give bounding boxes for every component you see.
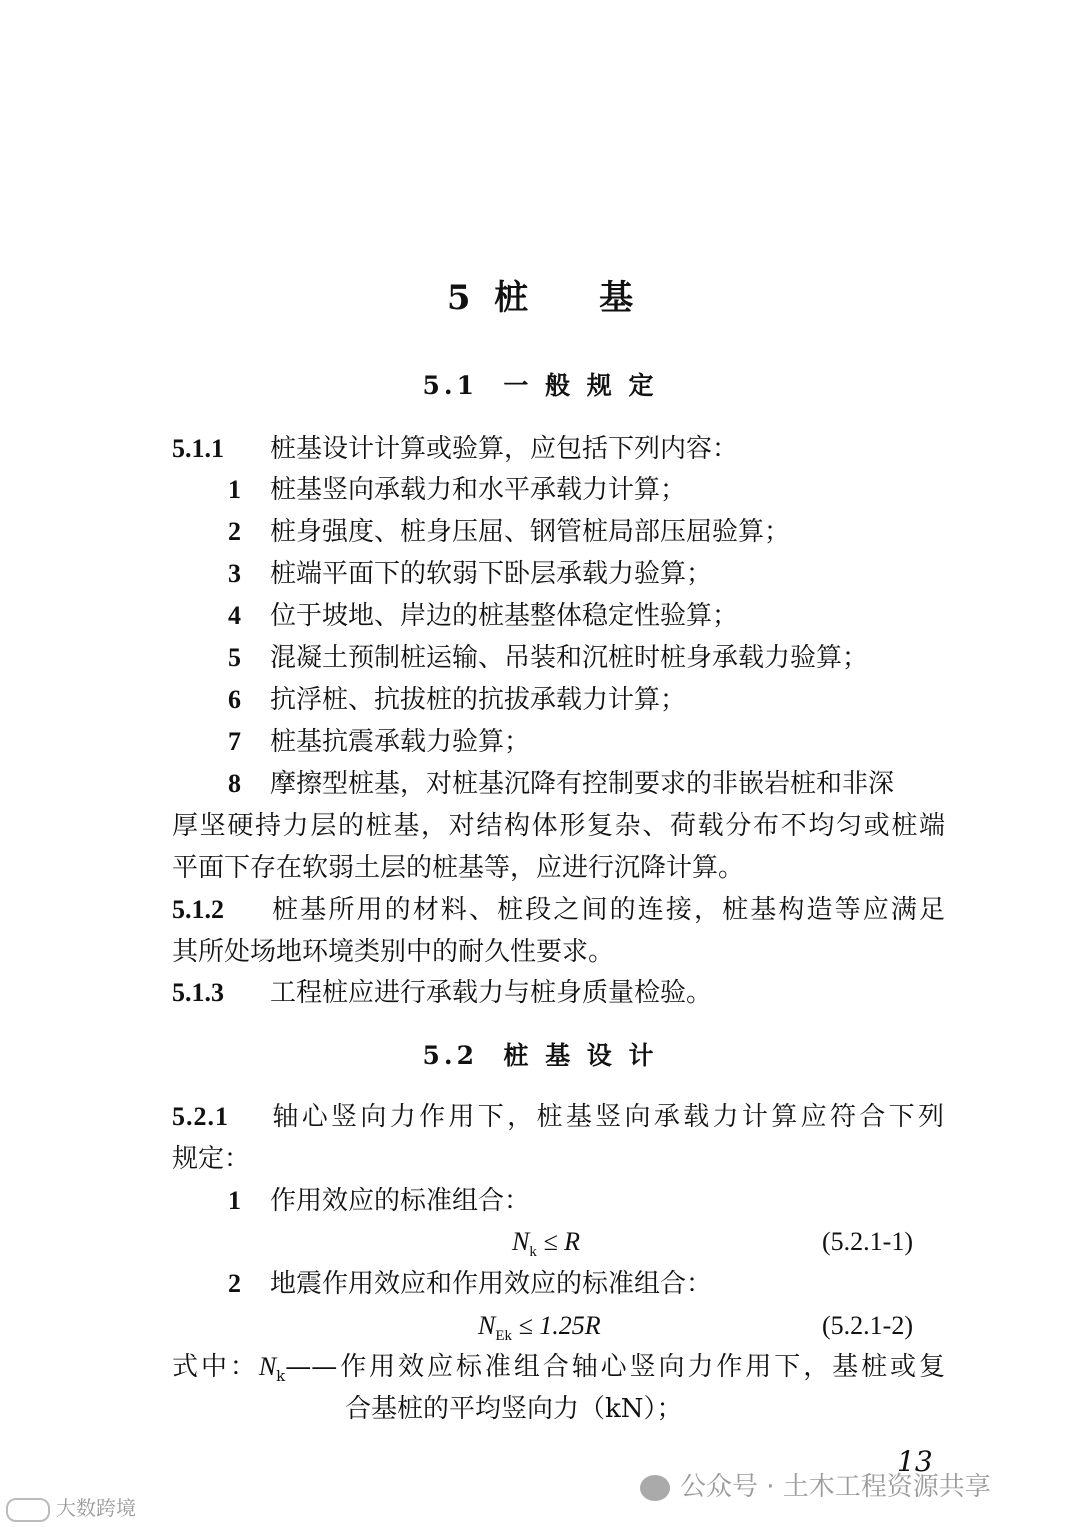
where-prefix: 式中： <box>172 1352 259 1382</box>
clause-5-2-1-continuation: 规定： <box>172 1144 251 1174</box>
clause-number: 5.1.1 <box>172 434 224 463</box>
list-item <box>0 768 1080 800</box>
where-definition <box>172 1351 945 1392</box>
list-item <box>0 642 1080 674</box>
section-heading-5-1: 5.1 一 般 规 定 <box>422 371 658 400</box>
item-text: 桩身强度、桩身压屈、钢管桩局部压屈验算； <box>270 517 791 547</box>
where-definition-continuation: 合基桩的平均竖向力（kN）； <box>345 1394 683 1424</box>
logo-icon <box>6 1498 50 1522</box>
item-number: 4 <box>228 601 241 630</box>
list-item <box>0 726 1080 758</box>
eq-relation: ≤ 1.25R <box>512 1311 601 1340</box>
eq-symbol: N <box>258 1352 277 1381</box>
list-item <box>0 558 1080 590</box>
item-number: 2 <box>228 517 241 546</box>
clause-text: 轴心竖向力作用下，桩基竖向承载力计算应符合下列 <box>270 1102 945 1132</box>
item-number: 5 <box>228 643 241 672</box>
eq-symbol: N <box>478 1311 496 1340</box>
wechat-icon <box>640 1475 670 1501</box>
eq-subscript: k <box>529 1244 537 1261</box>
clause-number: 5.2.1 <box>172 1102 229 1131</box>
watermark-text: 大数跨境 <box>56 1496 136 1520</box>
sub-item-1 <box>0 1185 1080 1217</box>
eq-subscript: Ek <box>495 1328 513 1345</box>
item-text: 地震作用效应和作用效应的标准组合： <box>270 1269 713 1299</box>
eq-symbol: N <box>512 1227 530 1256</box>
equation-number: (5.2.1-1) <box>822 1227 913 1256</box>
clause-text: 工程桩应进行承载力与桩身质量检验。 <box>270 978 713 1008</box>
item-number: 2 <box>228 1269 241 1298</box>
eq-relation: ≤ R <box>536 1227 580 1256</box>
eq-subscript: k <box>276 1367 286 1386</box>
list-item <box>0 474 1080 506</box>
equation-number: (5.2.1-2) <box>822 1311 913 1340</box>
list-item <box>0 516 1080 548</box>
item-number: 1 <box>228 475 241 504</box>
clause-5-2-1 <box>172 1101 945 1133</box>
equation-5-2-1-2 <box>0 1310 1080 1345</box>
item-number: 6 <box>228 685 241 714</box>
item-text: 摩擦型桩基，对桩基沉降有控制要求的非嵌岩桩和非深 <box>270 769 895 799</box>
item-number: 3 <box>228 559 241 588</box>
chapter-title: 5 桩 基 <box>446 278 634 318</box>
item-text: 混凝土预制桩运输、吊装和沉桩时桩身承载力验算； <box>270 643 869 673</box>
item-text: 桩端平面下的软弱下卧层承载力验算； <box>270 559 713 589</box>
page-number: 13 <box>897 1445 933 1478</box>
clause-5-1-3 <box>172 977 712 1009</box>
item-number: 7 <box>228 727 241 756</box>
item-text: 位于坡地、岸边的桩基整体稳定性验算； <box>270 601 739 631</box>
clause-5-1-1 <box>172 433 738 465</box>
item-text: 桩基竖向承载力和水平承载力计算； <box>270 475 687 505</box>
clause-5-1-2 <box>172 894 945 926</box>
section-heading-5-2: 5.2 桩 基 设 计 <box>422 1041 658 1070</box>
definition-text: ——作用效应标准组合轴心竖向力作用下，基桩或复 <box>285 1352 945 1382</box>
item-8-continuation: 厚坚硬持力层的桩基，对结构体形复杂、荷载分布不均匀或桩端 <box>172 811 945 841</box>
clause-number: 5.1.3 <box>172 978 224 1007</box>
list-item <box>0 600 1080 632</box>
clause-number: 5.1.2 <box>172 895 224 924</box>
clause-text: 桩基设计计算或验算，应包括下列内容： <box>270 434 739 464</box>
item-text: 抗浮桩、抗拔桩的抗拔承载力计算； <box>270 685 687 715</box>
item-8-continuation: 平面下存在软弱土层的桩基等，应进行沉降计算。 <box>172 853 745 883</box>
clause-5-1-2-continuation: 其所处场地环境类别中的耐久性要求。 <box>172 937 615 967</box>
wechat-watermark <box>640 1466 991 1503</box>
equation-5-2-1-1 <box>0 1226 1080 1261</box>
brand-watermark <box>6 1492 136 1522</box>
item-text: 桩基抗震承载力验算； <box>270 727 531 757</box>
clause-text: 桩基所用的材料、桩段之间的连接，桩基构造等应满足 <box>270 895 945 925</box>
item-text: 作用效应的标准组合： <box>270 1186 531 1216</box>
item-number: 8 <box>228 769 241 798</box>
list-item <box>0 684 1080 716</box>
sub-item-2 <box>0 1268 1080 1300</box>
watermark-text: 公众号 · 土木工程资源共享 <box>680 1472 991 1502</box>
item-number: 1 <box>228 1186 241 1215</box>
